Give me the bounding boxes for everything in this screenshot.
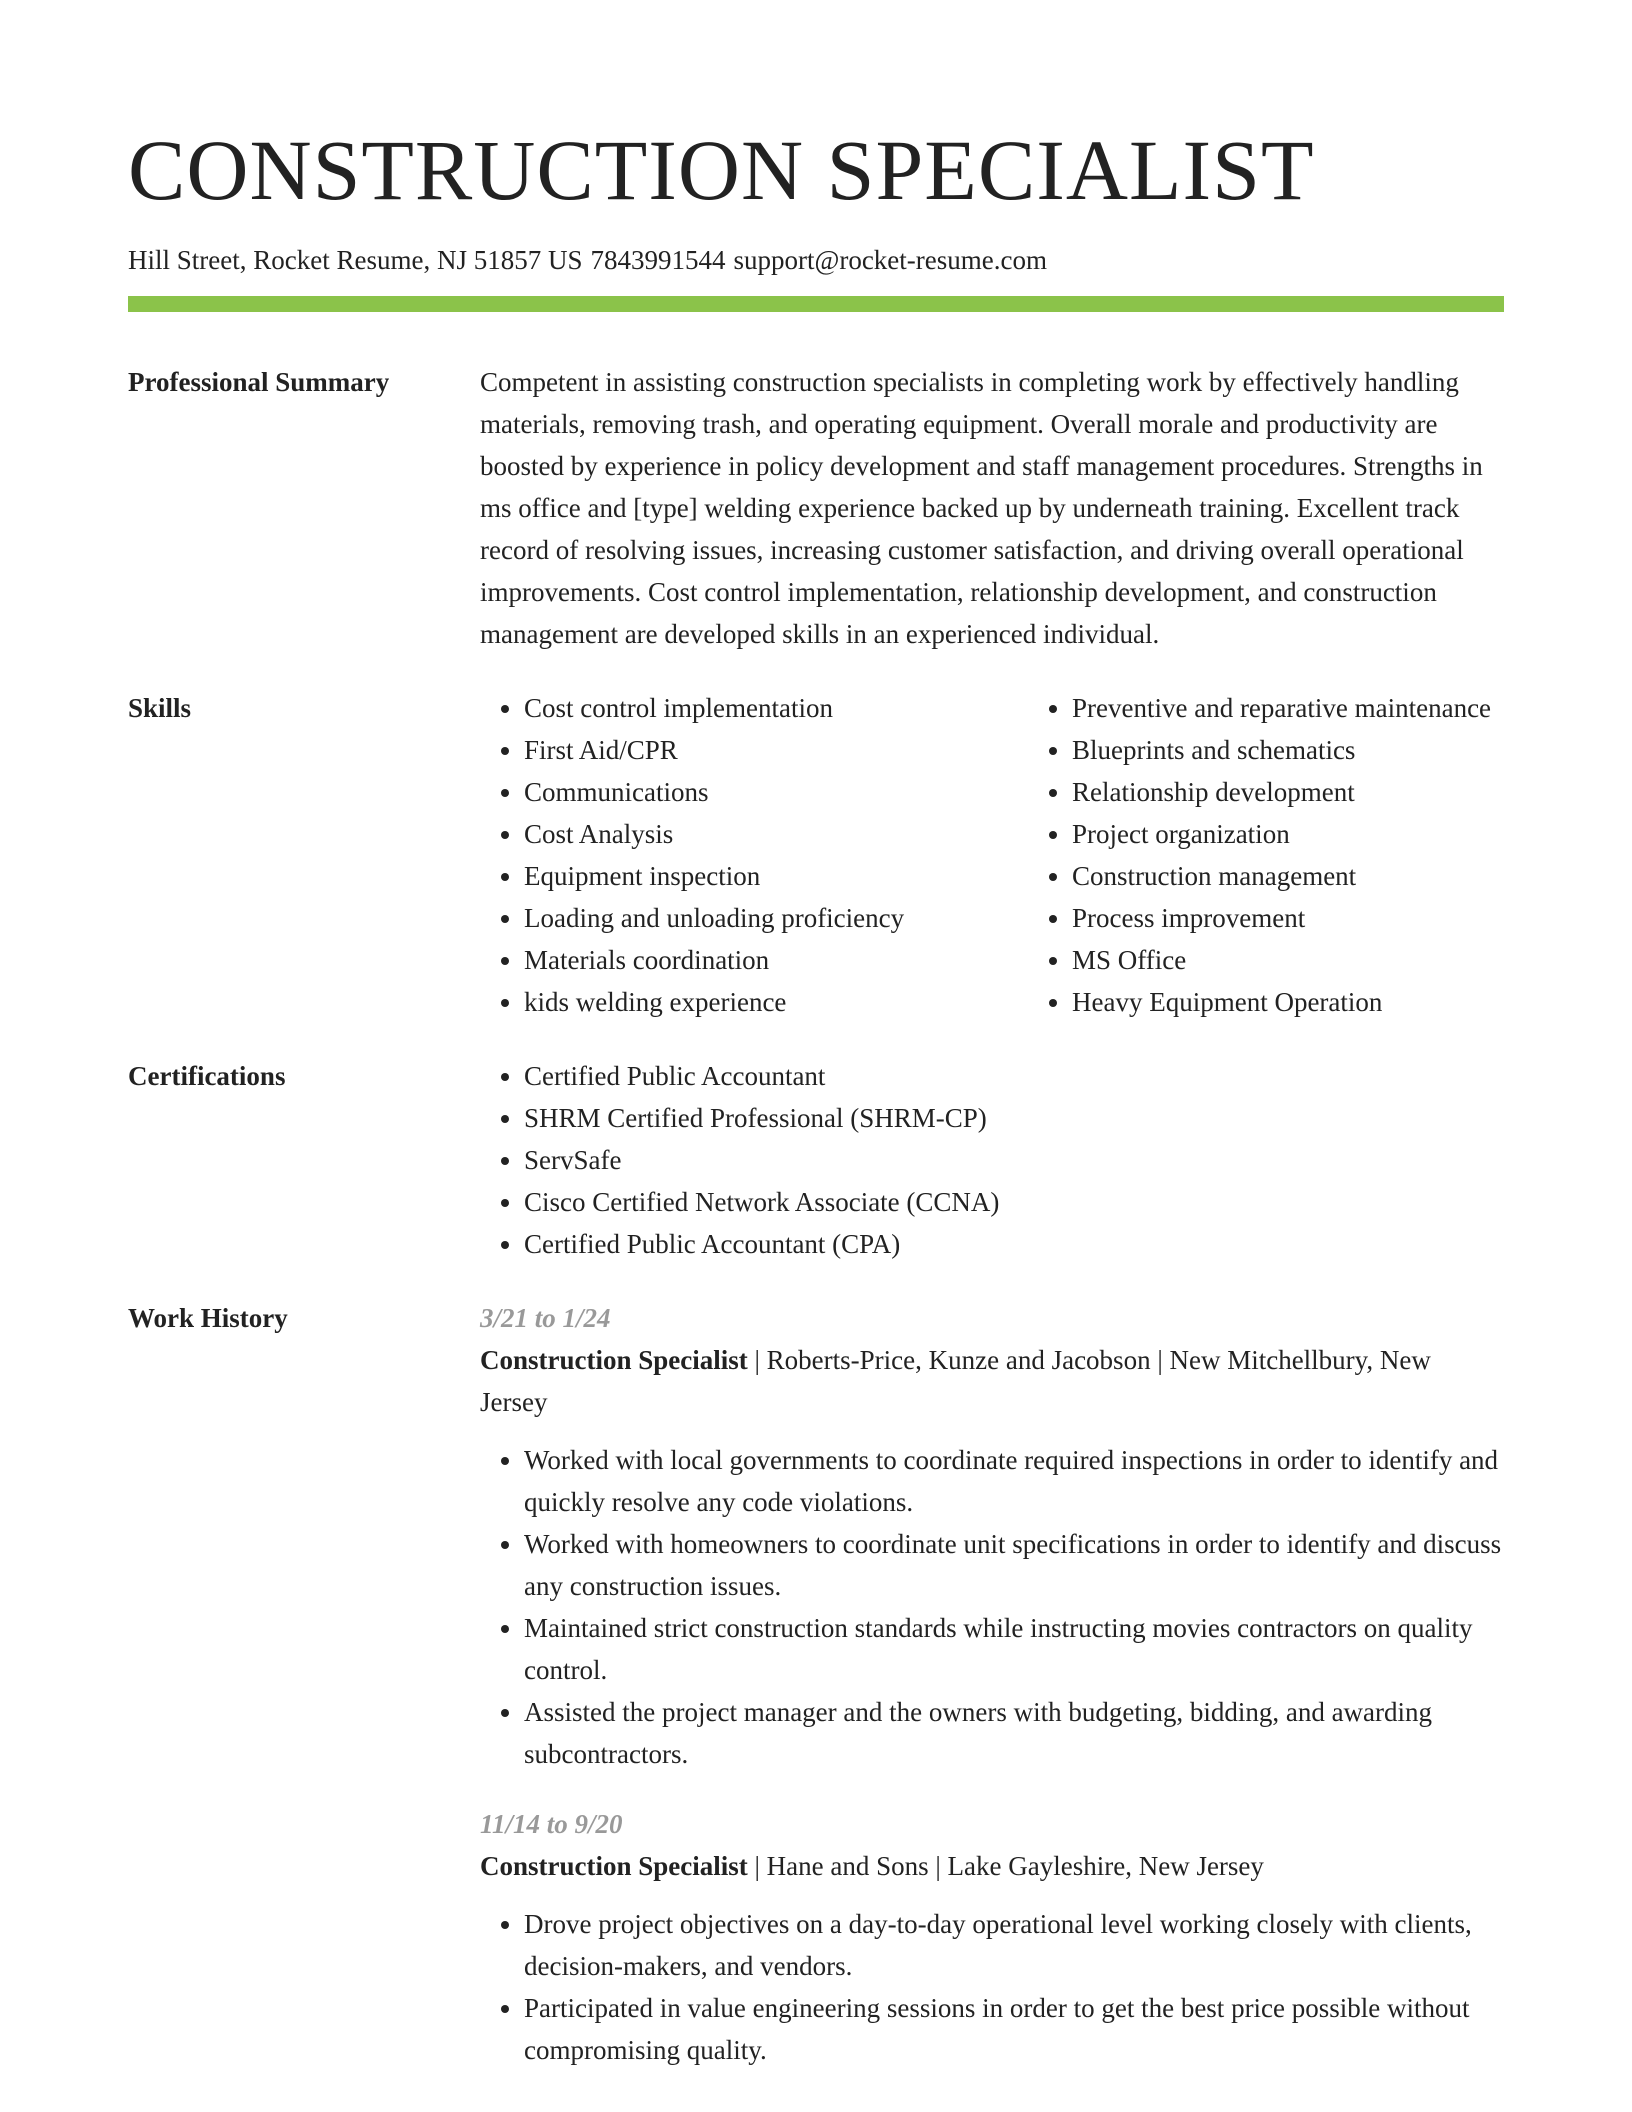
resume-page <box>128 118 1504 2071</box>
certifications-list <box>480 1055 1504 1265</box>
skill-item: • kids welding experience <box>524 981 1028 1023</box>
skill-item: • Materials coordination <box>524 939 1028 981</box>
work-history-heading: Work History <box>128 1303 288 1333</box>
job-title: Construction Specialist <box>480 1851 748 1881</box>
certification-item: • Cisco Certified Network Associate (CCNA) <box>524 1181 1504 1223</box>
header-divider <box>128 296 1504 312</box>
skill-item: • MS Office <box>1072 939 1504 981</box>
skill-item: • Construction management <box>1072 855 1504 897</box>
skill-item: • Process improvement <box>1072 897 1504 939</box>
job-entry <box>480 1297 1504 1775</box>
summary-text: Competent in assisting construction specialists in completing work by effectively handling materials, removing trash, and operating equipment. Overall morale and productivity are boosted by experience in policy development and staff management procedures. Strengths in ms office and [type] welding experience backed up by underneath training. Excellent track record of resolving issues, increasing customer satisfaction, and driving overall operational improvements. Cost control implementation, relationship development, and construction management are developed skills in an experienced individual. <box>480 367 1483 649</box>
contact-email: support@rocket-resume.com <box>733 245 1047 275</box>
job-header <box>480 1339 1504 1423</box>
skill-item: • Cost control implementation <box>524 687 1028 729</box>
skill-item: • Project organization <box>1072 813 1504 855</box>
job-bullet: • Drove project objectives on a day-to-day operational level working closely with clients, decision-makers, and vendors. <box>524 1903 1504 1987</box>
certification-item: • Certified Public Accountant (CPA) <box>524 1223 1504 1265</box>
certification-item: • SHRM Certified Professional (SHRM-CP) <box>524 1097 1504 1139</box>
contact-address: Hill Street, Rocket Resume, NJ 51857 US <box>128 245 583 275</box>
job-bullet: • Worked with homeowners to coordinate unit specifications in order to identify and discuss any construction issues. <box>524 1523 1504 1607</box>
resume-name: CONSTRUCTION SPECIALIST <box>128 122 1315 218</box>
skill-item: • Communications <box>524 771 1028 813</box>
skill-item: • Relationship development <box>1072 771 1504 813</box>
certification-item: • Certified Public Accountant <box>524 1055 1504 1097</box>
job-bullet: • Maintained strict construction standards while instructing movies contractors on quality control. <box>524 1607 1504 1691</box>
job-dates: 11/14 to 9/20 <box>480 1809 623 1839</box>
skill-item: • First Aid/CPR <box>524 729 1028 771</box>
work-history-body <box>480 1297 1504 2071</box>
certification-item: • ServSafe <box>524 1139 1504 1181</box>
skill-item: • Cost Analysis <box>524 813 1028 855</box>
summary-heading: Professional Summary <box>128 367 390 397</box>
skill-item: • Heavy Equipment Operation <box>1072 981 1504 1023</box>
skills-heading: Skills <box>128 693 192 723</box>
skill-item: • Equipment inspection <box>524 855 1028 897</box>
job-bullets <box>480 1439 1504 1775</box>
summary-section <box>128 361 1504 655</box>
job-bullet: • Assisted the project manager and the owners with budgeting, bidding, and awarding subcontractors. <box>524 1691 1504 1775</box>
contact-line <box>128 242 1504 278</box>
skills-section <box>128 687 1504 1023</box>
job-entry <box>480 1803 1504 2071</box>
job-title: Construction Specialist <box>480 1345 748 1375</box>
certifications-body <box>480 1055 1504 1265</box>
skill-item: • Loading and unloading proficiency <box>524 897 1028 939</box>
job-bullet: • Participated in value engineering sessions in order to get the best price possible without compromising quality. <box>524 1987 1504 2071</box>
job-details: | Hane and Sons | Lake Gayleshire, New Jersey <box>747 1851 1264 1881</box>
skill-item: • Blueprints and schematics <box>1072 729 1504 771</box>
skill-item: • Preventive and reparative maintenance <box>1072 687 1504 729</box>
job-dates: 3/21 to 1/24 <box>480 1303 611 1333</box>
job-details: | Roberts-Price, Kunze and Jacobson | New Mitchellbury, New Jersey <box>480 1345 1431 1417</box>
skills-list-right <box>1028 687 1504 1023</box>
certifications-heading: Certifications <box>128 1061 286 1091</box>
job-header <box>480 1845 1504 1887</box>
certifications-section <box>128 1055 1504 1265</box>
skills-list-left <box>480 687 1028 1023</box>
contact-phone: 7843991544 <box>590 245 726 275</box>
skills-columns <box>480 687 1504 1023</box>
work-history-section <box>128 1297 1504 2071</box>
job-bullets <box>480 1903 1504 2071</box>
job-bullet: • Worked with local governments to coordinate required inspections in order to identify and quickly resolve any code violations. <box>524 1439 1504 1523</box>
